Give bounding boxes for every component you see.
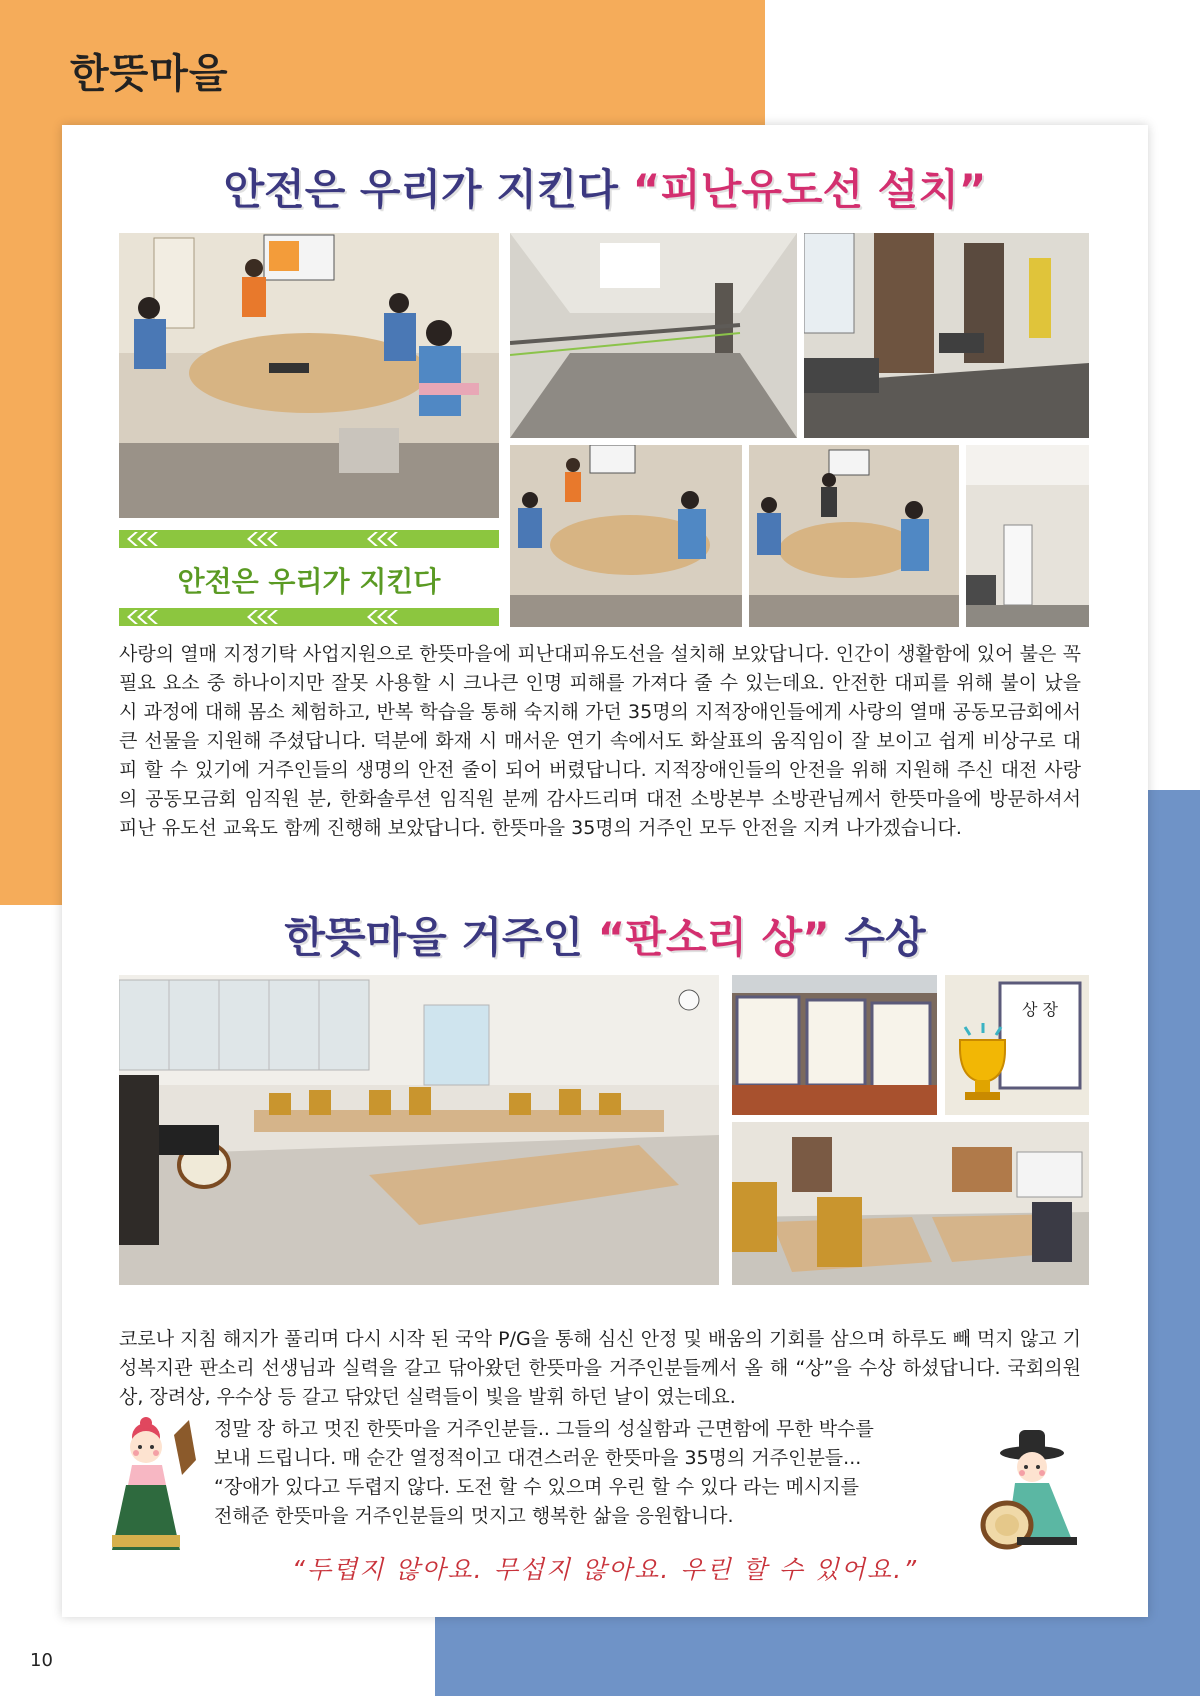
banner-text: 안전은 우리가 지킨다 <box>177 565 441 598</box>
photo-hallway-door <box>804 233 1089 438</box>
drummer-boy-illustration <box>977 1425 1087 1555</box>
photo-certificates <box>732 975 937 1115</box>
article1-title-highlight: “피난유도선 설치” <box>632 165 987 214</box>
closing-line-2: 보내 드립니다. 매 순간 열정적이고 대견스러운 한뜻마을 35명의 거주인분들... <box>214 1447 862 1469</box>
safety-banner <box>119 530 499 626</box>
article2-title <box>62 905 1148 965</box>
photo-corridor-handrail <box>510 233 797 438</box>
article2-title-prefix: 한뜻마을 거주인 <box>284 913 598 962</box>
article1-title-prefix: 안전은 우리가 지킨다 <box>223 165 633 214</box>
closing-line-1: 정말 장 하고 멋진 한뜻마을 거주인분들.. 그들의 성실함과 근면함에 무한 박수를 <box>214 1418 874 1440</box>
photo-award-trophy <box>945 975 1089 1115</box>
page-number: 10 <box>30 1650 53 1671</box>
hanbok-girl-illustration <box>104 1415 204 1555</box>
certificate-label: 상 장 <box>1022 1000 1058 1019</box>
photo-fire-safety-meeting <box>119 233 499 518</box>
banner-chevron-bottom <box>119 608 499 626</box>
photo-air-purifier <box>966 445 1089 627</box>
photo-classroom <box>732 1122 1089 1285</box>
photo-safety-training-2 <box>749 445 959 627</box>
article2-closing <box>214 1415 1034 1531</box>
closing-line-4: 전해준 한뜻마을 거주인분들의 멋지고 행복한 삶을 응원합니다. <box>214 1505 734 1527</box>
article2-title-suffix: 수상 <box>829 913 926 962</box>
article2-body: 코로나 지침 해지가 풀리며 다시 시작 된 국악 P/G을 통해 심신 안정 및 배움의 기회를 삼으며 하루도 빼 먹지 않고 기성복지관 판소리 선생님과 실력을 갈고 닦아왔던 한뜻마을 거주인분들께서 올 해 “상”을 수상 하셨답니다. 국회의원 상, 장려상, 우수상 등 갈고 닦았던 실력들이 빛을 발휘 하던 날이 였는데요. <box>119 1328 1081 1408</box>
article2-title-highlight: “판소리 상” <box>597 913 830 962</box>
article1-body: 사랑의 열매 지정기탁 사업지원으로 한뜻마을에 피난대피유도선을 설치해 보았답니다. 인간이 생활함에 있어 불은 꼭 필요 요소 중 하나이지만 잘못 사용할 시 크나큰 인명 피해를 가져다 줄 수 있는데요. 안전한 대피를 위해 불이 났을 시 과정에 대해 몸소 체험하고, 반복 학습을 통해 숙지해 가던 35명의 지적장애인들에게 사랑의 열매 공동모금회에서 큰 선물을 지원해 주셨답니다. 덕분에 화재 시 매서운 연기 속에서도 화살표의 움직임이 잘 보이고 쉽게 비상구로 대피 할 수 있기에 거주인들의 생명의 안전 줄이 되어 버렸답니다. 지적장애인들의 안전을 위해 지원해 주신 대전 사랑의 공동모금회 임직원 분, 한화솔루션 임직원 분께 감사드리며 대전 소방본부 소방관님께서 한뜻마을에 방문하셔서 피난 유도선 교육도 함께 진행해 보았답니다. 한뜻마을 35명의 거주인 모두 안전을 지켜 나가겠습니다. <box>119 643 1081 839</box>
closing-line-3: “장애가 있다고 두렵지 않다. 도전 할 수 있으며 우린 할 수 있다 라는 메시지를 <box>214 1476 860 1498</box>
article1-title <box>62 157 1148 217</box>
section-title: 한뜻마을 <box>70 51 229 97</box>
newsletter-card <box>62 125 1148 1617</box>
banner-chevron-top <box>119 530 499 548</box>
slogan: “두렵지 않아요. 무섭지 않아요. 우린 할 수 있어요.” <box>291 1555 919 1584</box>
photo-pansori-class <box>119 975 719 1285</box>
photo-safety-training-1 <box>510 445 742 627</box>
